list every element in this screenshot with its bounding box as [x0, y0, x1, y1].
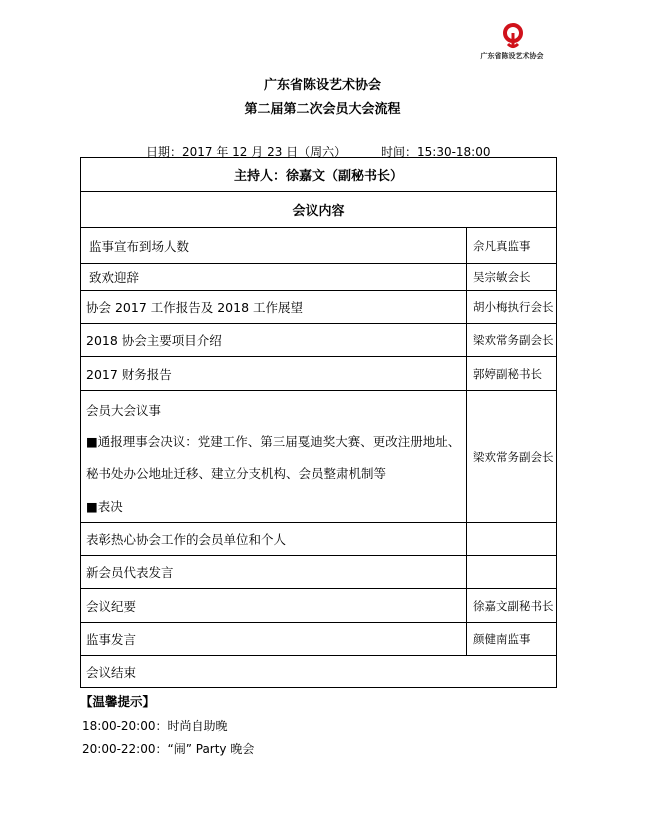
- agenda-person: 徐嘉文副秘书长: [466, 589, 556, 622]
- agenda-person: 颜健南监事: [466, 623, 556, 655]
- agenda-line: ■表决: [86, 499, 123, 514]
- agenda-item: 2018 协会主要项目介绍: [86, 333, 222, 348]
- host-label: 主持人：徐嘉文（副秘书长）: [233, 169, 403, 184]
- table-row: [81, 623, 556, 656]
- agenda-item: 会议结束: [86, 664, 137, 680]
- agenda-item: 2017 财务报告: [86, 366, 172, 382]
- agenda-person: [466, 523, 556, 555]
- host-row: [81, 158, 556, 192]
- table-row: [81, 324, 556, 357]
- agenda-person: 吴宗敏会长: [466, 264, 556, 290]
- section-title-row: [81, 192, 556, 228]
- agenda-item: 表彰热心协会工作的会员单位和个人: [86, 532, 287, 547]
- table-row: [81, 357, 556, 391]
- table-row: [81, 656, 556, 687]
- agenda-item: 会议纪要: [86, 598, 137, 614]
- association-logo: [472, 22, 552, 64]
- agenda-line: 会员大会议事: [86, 403, 162, 418]
- table-row: [81, 589, 556, 623]
- agenda-item: 监事发言: [86, 632, 137, 647]
- tip-item: 20:00-22:00：“闹” Party 晚会: [82, 742, 255, 756]
- agenda-person: 梁欢常务副会长: [466, 391, 556, 522]
- agenda-person: 胡小梅执行会长: [466, 291, 556, 323]
- agenda-person: 郭婷副秘书长: [466, 357, 556, 390]
- meeting-date: 日期：2017 年 12 月 23 日（周六）: [146, 145, 347, 159]
- table-row: [81, 523, 556, 556]
- agenda-item: 监事宣布到场人数: [89, 238, 190, 254]
- agenda-table: [80, 157, 557, 688]
- tip-item: 18:00-20:00：时尚自助晚: [82, 719, 228, 733]
- document-subtitle: 第二届第二次会员大会流程: [244, 102, 401, 117]
- agenda-person: [466, 556, 556, 588]
- agenda-item: 新会员代表发言: [86, 565, 174, 580]
- table-row: [81, 228, 556, 264]
- table-row-multiline: [81, 391, 556, 523]
- table-row: [81, 291, 556, 324]
- agenda-line: 秘书处办公地址迁移、建立分支机构、会员整肃机制等: [86, 466, 387, 481]
- logo-text: 广东省陈设艺术协会: [480, 52, 544, 60]
- meeting-time: 时间：15:30-18:00: [381, 145, 491, 159]
- agenda-line: ■通报理事会决议：党建工作、第三届戛迪奖大赛、更改注册地址、: [86, 434, 461, 449]
- table-row: [81, 556, 556, 589]
- section-title: 会议内容: [292, 204, 345, 219]
- agenda-person: 佘凡真监事: [466, 228, 556, 263]
- logo-mark-icon: [500, 22, 526, 50]
- table-row: [81, 264, 556, 291]
- tips-title: 【温馨提示】: [80, 694, 156, 709]
- document-title: 广东省陈设艺术协会: [263, 78, 381, 93]
- agenda-person: 梁欢常务副会长: [466, 324, 556, 356]
- agenda-item: 致欢迎辞: [89, 270, 140, 285]
- agenda-item: 协会 2017 工作报告及 2018 工作展望: [86, 300, 304, 315]
